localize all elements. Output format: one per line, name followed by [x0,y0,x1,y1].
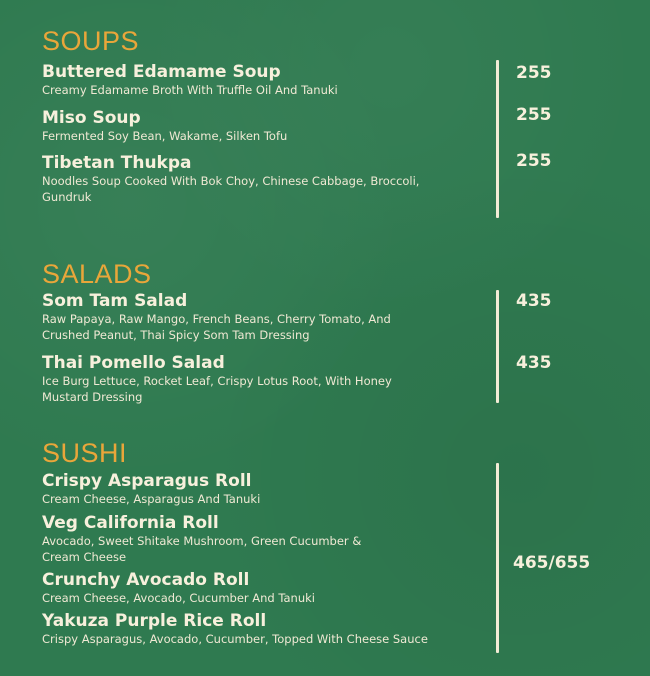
menu-item [42,353,417,405]
item-description: Fermented Soy Bean, Wakame, Silken Tofu [42,129,288,143]
item-description: Raw Papaya, Raw Mango, French Beans, Cherry Tomato, And Crushed Peanut, Thai Spicy Som Tam Dressing [42,312,391,342]
item-price: 255 [516,105,552,125]
soups-divider [496,60,499,218]
menu-item [42,513,392,565]
item-name: Crispy Asparagus Roll [42,471,252,491]
salads-divider [496,290,499,403]
item-name: Thai Pomello Salad [42,353,225,373]
item-price: 255 [516,63,552,83]
menu-item [42,153,452,205]
item-name: Som Tam Salad [42,291,188,311]
menu-item [42,291,417,343]
item-description: Creamy Edamame Broth With Truffle Oil And Tanuki [42,83,338,97]
item-description: Crispy Asparagus, Avocado, Cucumber, Topped With Cheese Sauce [42,632,428,646]
salads-heading: SALADS [42,259,152,289]
sushi-divider [496,463,499,653]
menu-item [42,108,482,144]
sushi-heading: SUSHI [42,438,128,468]
soups-heading: SOUPS [42,26,140,56]
sushi-price: 465/655 [513,553,591,573]
item-name: Yakuza Purple Rice Roll [42,611,267,631]
item-description: Noodles Soup Cooked With Bok Choy, Chinese Cabbage, Broccoli, Gundruk [42,174,420,204]
item-description: Avocado, Sweet Shitake Mushroom, Green Cucumber & Cream Cheese [42,534,362,564]
menu-item [42,62,482,98]
item-price: 255 [516,151,552,171]
item-description: Cream Cheese, Asparagus And Tanuki [42,492,261,506]
menu-item [42,611,492,647]
item-price: 435 [516,291,552,311]
item-description: Cream Cheese, Avocado, Cucumber And Tanuki [42,591,315,605]
menu-item [42,471,482,507]
item-name: Buttered Edamame Soup [42,62,281,82]
item-name: Crunchy Avocado Roll [42,570,250,590]
item-description: Ice Burg Lettuce, Rocket Leaf, Crispy Lotus Root, With Honey Mustard Dressing [42,374,392,404]
item-name: Tibetan Thukpa [42,153,192,173]
menu-item [42,570,482,606]
item-price: 435 [516,353,552,373]
item-name: Miso Soup [42,108,141,128]
item-name: Veg California Roll [42,513,219,533]
